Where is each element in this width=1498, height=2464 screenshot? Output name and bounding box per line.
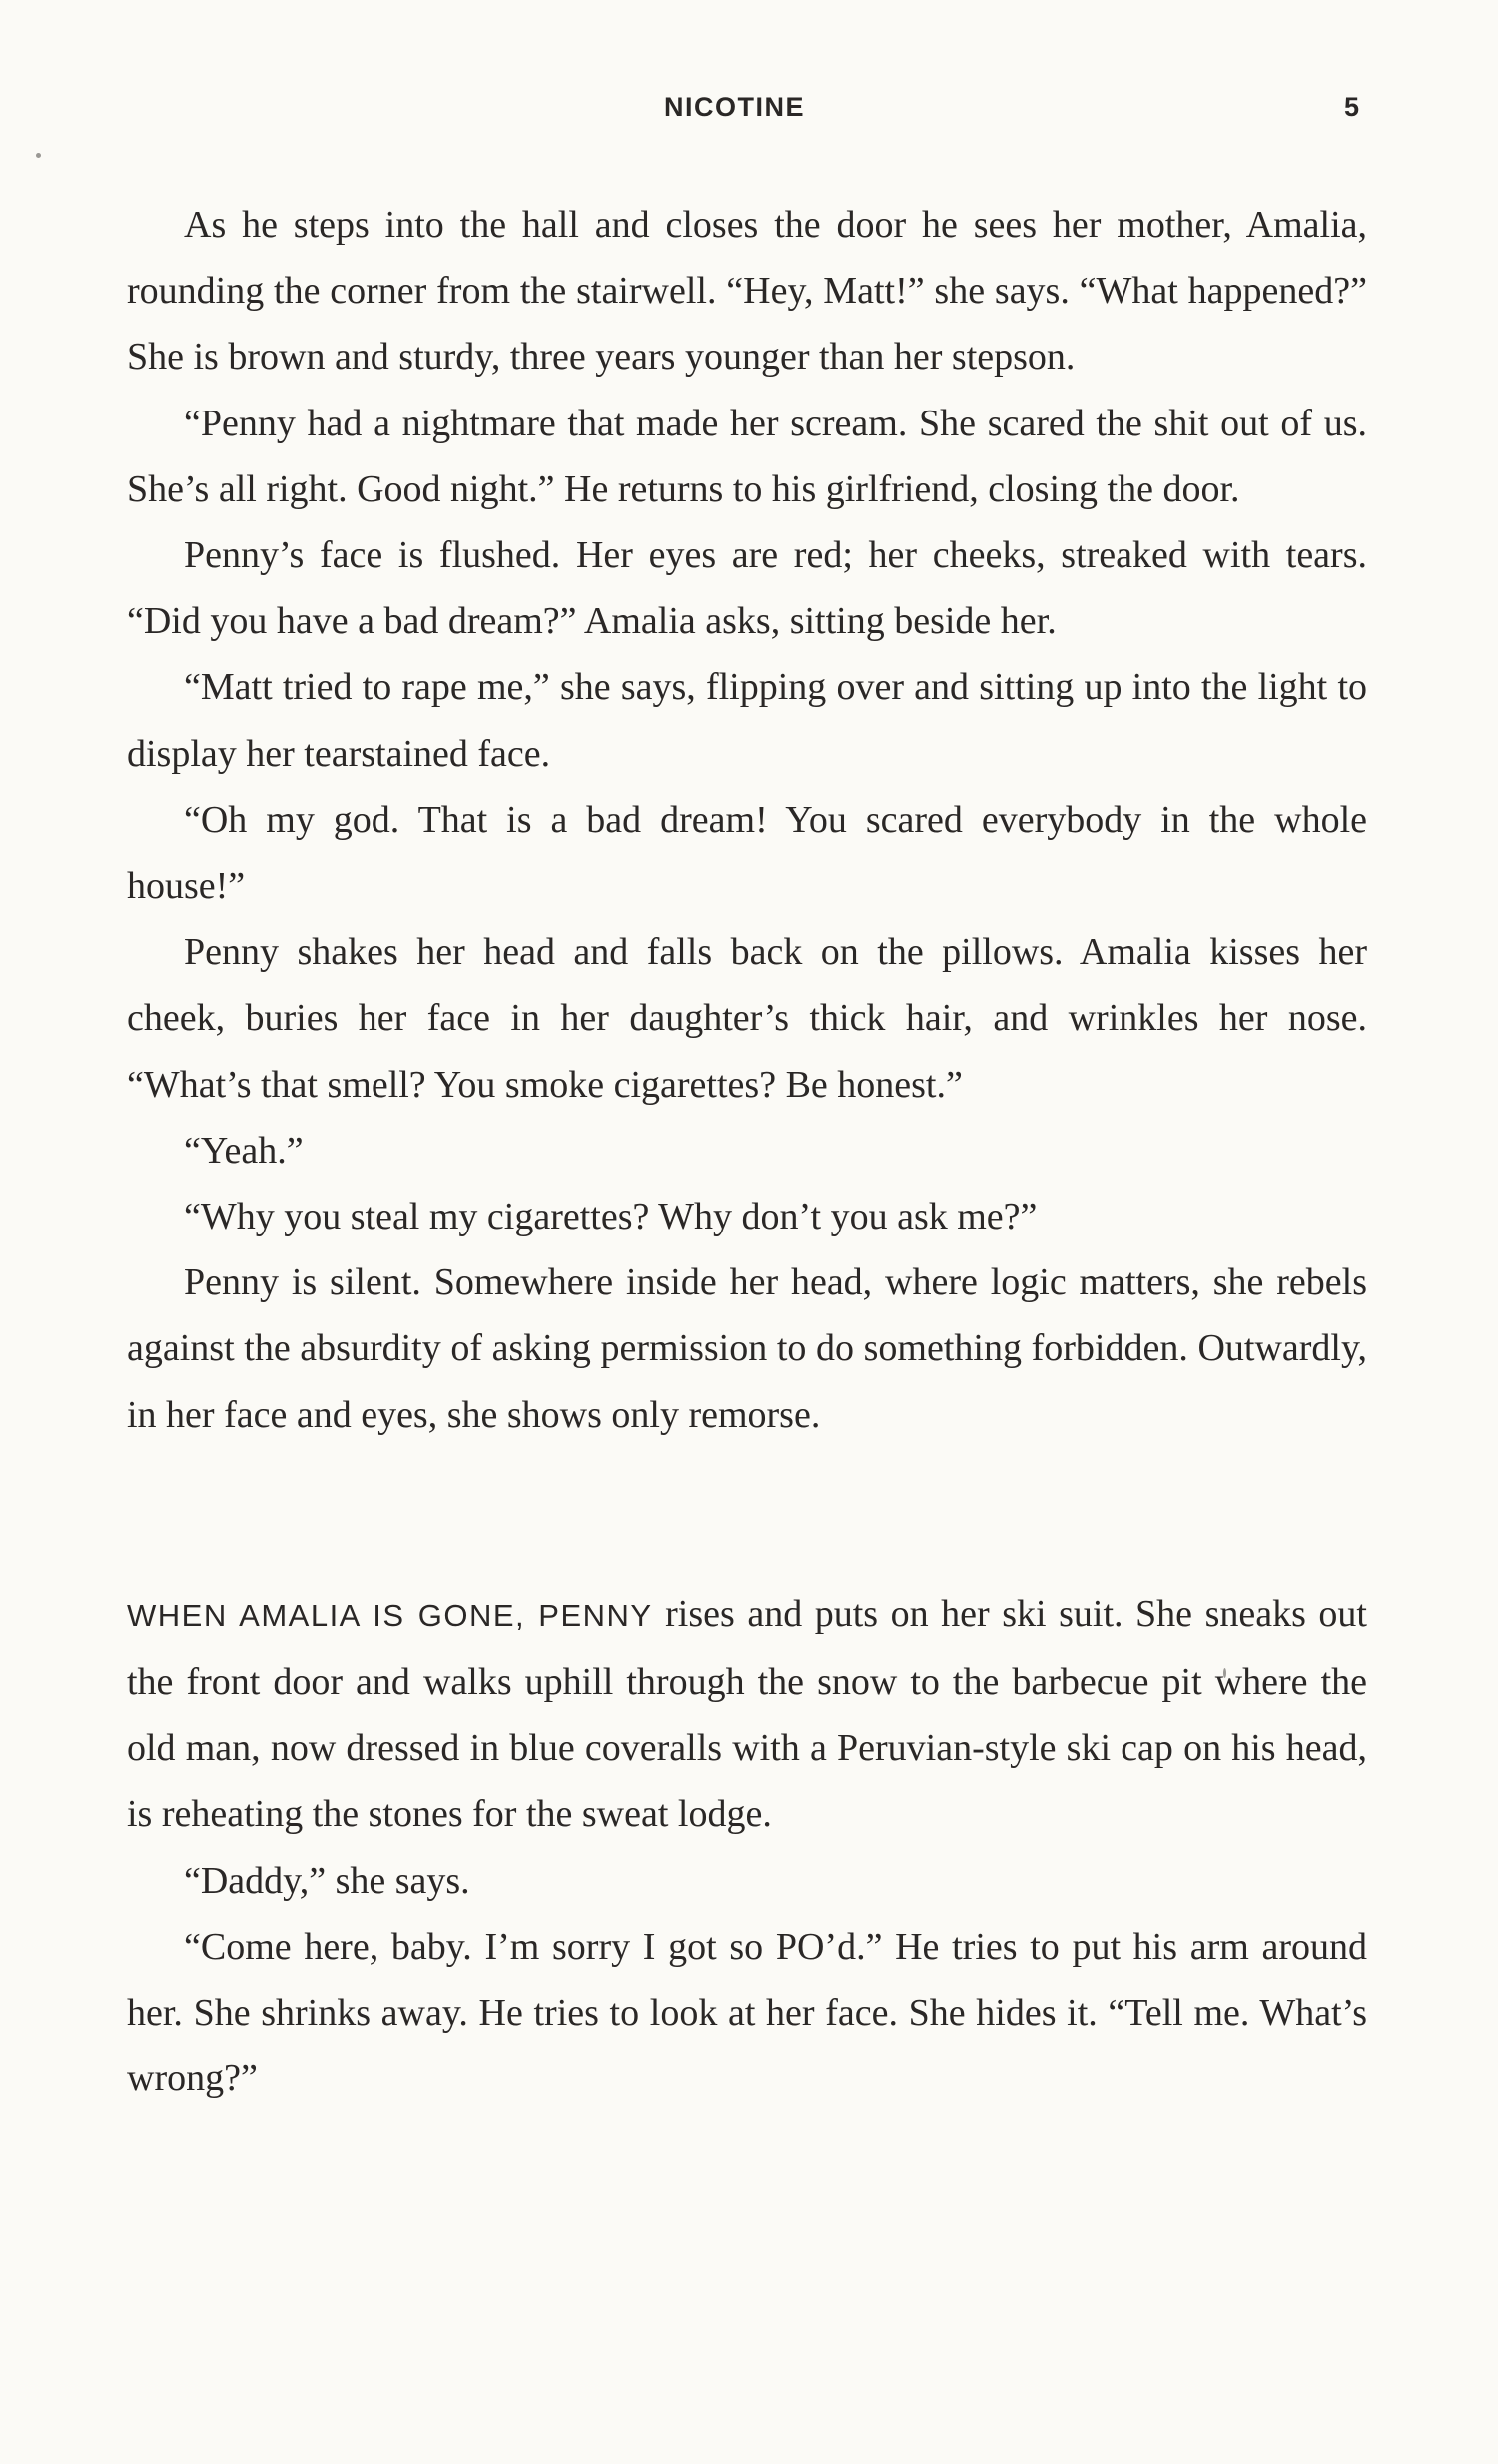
page-number: 5 bbox=[1344, 92, 1361, 122]
paragraph: “Come here, baby. I’m sorry I got so PO’d.” He tries to put his arm around her. She shrinks away. He tries to look at her face. She hides it. “Tell me. What’s wrong?” bbox=[127, 1925, 1367, 2100]
paragraph: As he steps into the hall and closes the door he sees her mother, Amalia, rounding the corner from the stairwell. “Hey, Matt!” she says. “What happened?” She is brown and sturdy, three years younger than her stepson. bbox=[127, 204, 1367, 379]
section-opening-paragraph bbox=[127, 1581, 1367, 1848]
paragraph-text: rises and puts on her ski suit. She sneaks out the front door and walks uphill through the snow to the barbecue pit where the old man, now dressed in blue coveralls with a Peruvian-style ski cap on his head, is reheating the stones for the sweat lodge. bbox=[127, 1592, 1367, 1836]
paragraph: “Oh my god. That is a bad dream! You scared everybody in the whole house!” bbox=[127, 798, 1367, 908]
body-text bbox=[127, 192, 1367, 2111]
section-lead-in: WHEN AMALIA IS GONE, PENNY bbox=[127, 1597, 653, 1633]
paragraph: “Yeah.” bbox=[184, 1129, 304, 1172]
paragraph: “Daddy,” she says. bbox=[184, 1859, 470, 1902]
scan-speck bbox=[36, 153, 41, 158]
page-header bbox=[0, 92, 1498, 132]
section-break bbox=[127, 1448, 1367, 1581]
paragraph: Penny shakes her head and falls back on the pillows. Amalia kisses her cheek, buries her face in her daughter’s thick hair, and wrinkles her nose. “What’s that smell? You smoke cigarettes? Be honest.” bbox=[127, 931, 1367, 1106]
paragraph: “Penny had a nightmare that made her scream. She scared the shit out of us. She’s all right. Good night.” He returns to his girlfriend, closing the door. bbox=[127, 402, 1367, 510]
paragraph: “Matt tried to rape me,” she says, flipping over and sitting up into the light to display her tearstained face. bbox=[127, 666, 1367, 775]
paragraph: “Why you steal my cigarettes? Why don’t you ask me?” bbox=[184, 1196, 1038, 1238]
paragraph: Penny’s face is flushed. Her eyes are red; her cheeks, streaked with tears. “Did you have a bad dream?” Amalia asks, sitting beside her. bbox=[127, 534, 1367, 643]
paragraph: Penny is silent. Somewhere inside her head, where logic matters, she rebels against the absurdity of asking permission to do something forbidden. Outwardly, in her face and eyes, she shows only remorse. bbox=[127, 1261, 1367, 1436]
running-head: NICOTINE bbox=[664, 92, 806, 122]
